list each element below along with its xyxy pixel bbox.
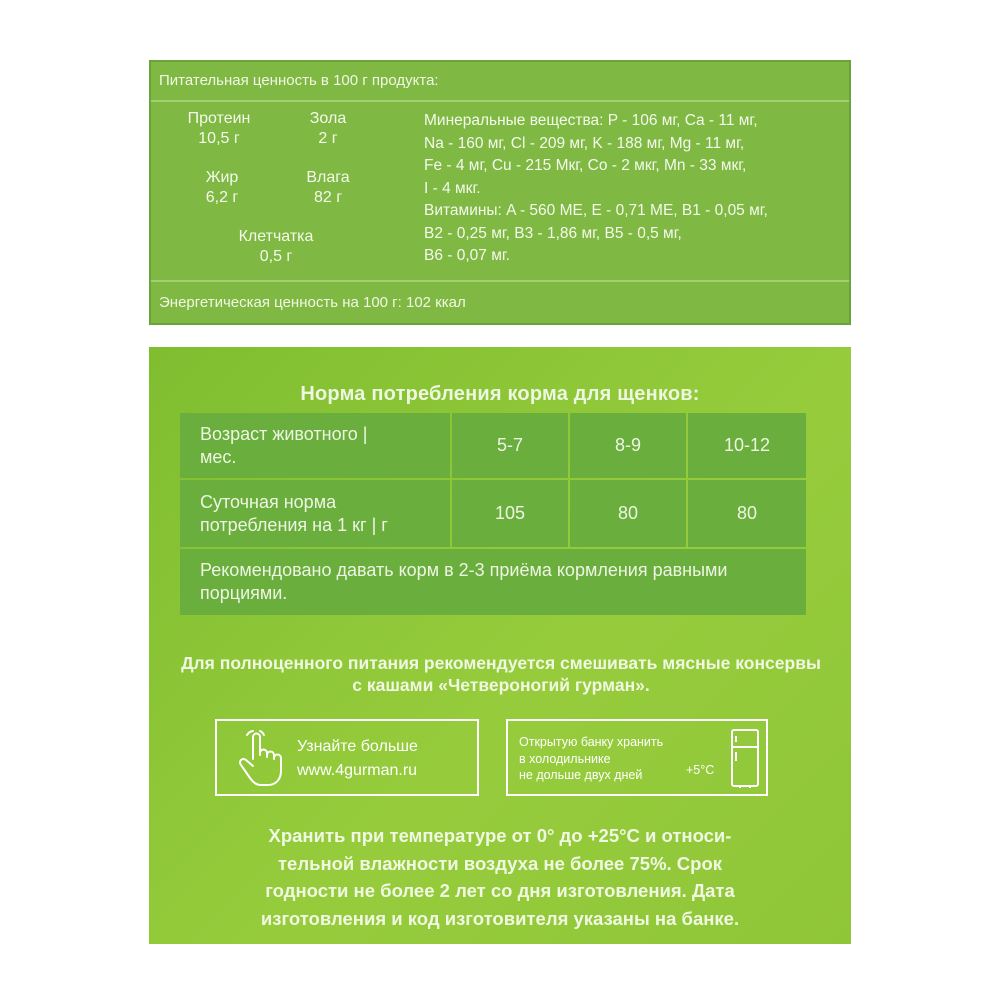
daily-label-cell bbox=[180, 480, 450, 547]
storage-line: тельной влажности воздуха не более 75%. Срок bbox=[277, 852, 723, 874]
age-label: Возраст животного | мес. bbox=[200, 423, 368, 467]
vitamins-line: Витамины: A - 560 МЕ, E - 0,71 МЕ, B1 - 0,05 мг, bbox=[424, 202, 768, 219]
minerals-line: Na - 160 мг, Cl - 209 мг, K - 188 мг, Mg - 11 мг, bbox=[424, 134, 745, 152]
daily-cell: 105 bbox=[452, 480, 568, 547]
daily-cell: 80 bbox=[570, 480, 686, 547]
storage-line: изготовления и код изготовителя указаны на банке. bbox=[260, 907, 740, 929]
storage-line: годности не более 2 лет со дня изготовления. Дата bbox=[265, 880, 735, 901]
feeding-note: Рекомендовано давать корм в 2-3 приёма кормления равными порциями. bbox=[200, 560, 728, 603]
age-label-cell bbox=[180, 413, 450, 478]
nutrient-label: Протеин bbox=[187, 110, 251, 127]
nutrient-ash bbox=[293, 109, 363, 149]
nutrition-panel bbox=[149, 60, 851, 325]
minerals-vitamins-text bbox=[424, 110, 854, 268]
pointing-hand-icon bbox=[237, 729, 287, 789]
fridge-icon bbox=[728, 727, 762, 789]
website-link[interactable]: www.4gurman.ru bbox=[297, 762, 418, 779]
nutrient-protein bbox=[179, 109, 259, 149]
fridge-line: в холодильнике bbox=[519, 751, 611, 766]
nutrient-value: 6,2 г bbox=[205, 189, 239, 206]
nutrient-value: 2 г bbox=[318, 130, 338, 147]
fridge-line: Открытую банку хранить bbox=[519, 735, 664, 749]
minerals-line: Fe - 4 мг, Cu - 215 Мкг, Co - 2 мкг, Mn - 33 мкг, bbox=[424, 157, 747, 174]
nutrient-moisture bbox=[293, 168, 363, 208]
fridge-storage-text bbox=[519, 734, 663, 784]
fridge-storage-box bbox=[506, 719, 768, 796]
feeding-table bbox=[180, 413, 806, 615]
recommendation-text: Для полноценного питания рекомендуется смешивать мясные консервы с кашами «Четвероногий гурман». bbox=[181, 653, 821, 695]
feeding-note-cell bbox=[180, 549, 806, 615]
learn-more-label: Узнайте больше bbox=[297, 738, 418, 755]
age-cell: 8-9 bbox=[570, 413, 686, 478]
age-cell: 5-7 bbox=[452, 413, 568, 478]
learn-more-box[interactable] bbox=[215, 719, 479, 796]
storage-conditions bbox=[149, 822, 851, 932]
nutrient-label: Клетчатка bbox=[238, 228, 314, 245]
daily-label: Суточная норма потребления на 1 кг | г bbox=[200, 491, 388, 535]
fridge-temperature: +5°C bbox=[686, 763, 715, 777]
nutrient-label: Жир bbox=[205, 169, 239, 186]
nutrient-value: 0,5 г bbox=[259, 248, 293, 265]
minerals-line: Минеральные вещества: P - 106 мг, Ca - 11 мг, bbox=[424, 112, 758, 129]
nutrient-fiber bbox=[221, 227, 331, 267]
vitamins-line: B6 - 0,07 мг. bbox=[424, 247, 510, 264]
feeding-title: Норма потребления корма для щенков: bbox=[300, 383, 700, 405]
fridge-line: не дольше двух дней bbox=[519, 768, 643, 782]
nutrient-label: Влага bbox=[306, 169, 350, 186]
daily-cell: 80 bbox=[688, 480, 806, 547]
nutrient-value: 10,5 г bbox=[198, 130, 240, 147]
minerals-line: I - 4 мкг. bbox=[424, 179, 481, 197]
energy-value: Энергетическая ценность на 100 г: 102 ккал bbox=[151, 280, 849, 323]
age-cell: 10-12 bbox=[688, 413, 806, 478]
vitamins-line: B2 - 0,25 мг, B3 - 1,86 мг, B5 - 0,5 мг, bbox=[424, 224, 682, 242]
nutrient-fat bbox=[187, 168, 257, 208]
learn-more-text bbox=[297, 735, 418, 783]
nutrition-header: Питательная ценность в 100 г продукта: bbox=[151, 62, 849, 102]
nutrient-value: 82 г bbox=[313, 189, 343, 206]
storage-line: Хранить при температуре от 0° до +25°C и относи- bbox=[268, 825, 732, 846]
feeding-panel bbox=[149, 347, 851, 944]
nutrient-label: Зола bbox=[309, 110, 347, 127]
